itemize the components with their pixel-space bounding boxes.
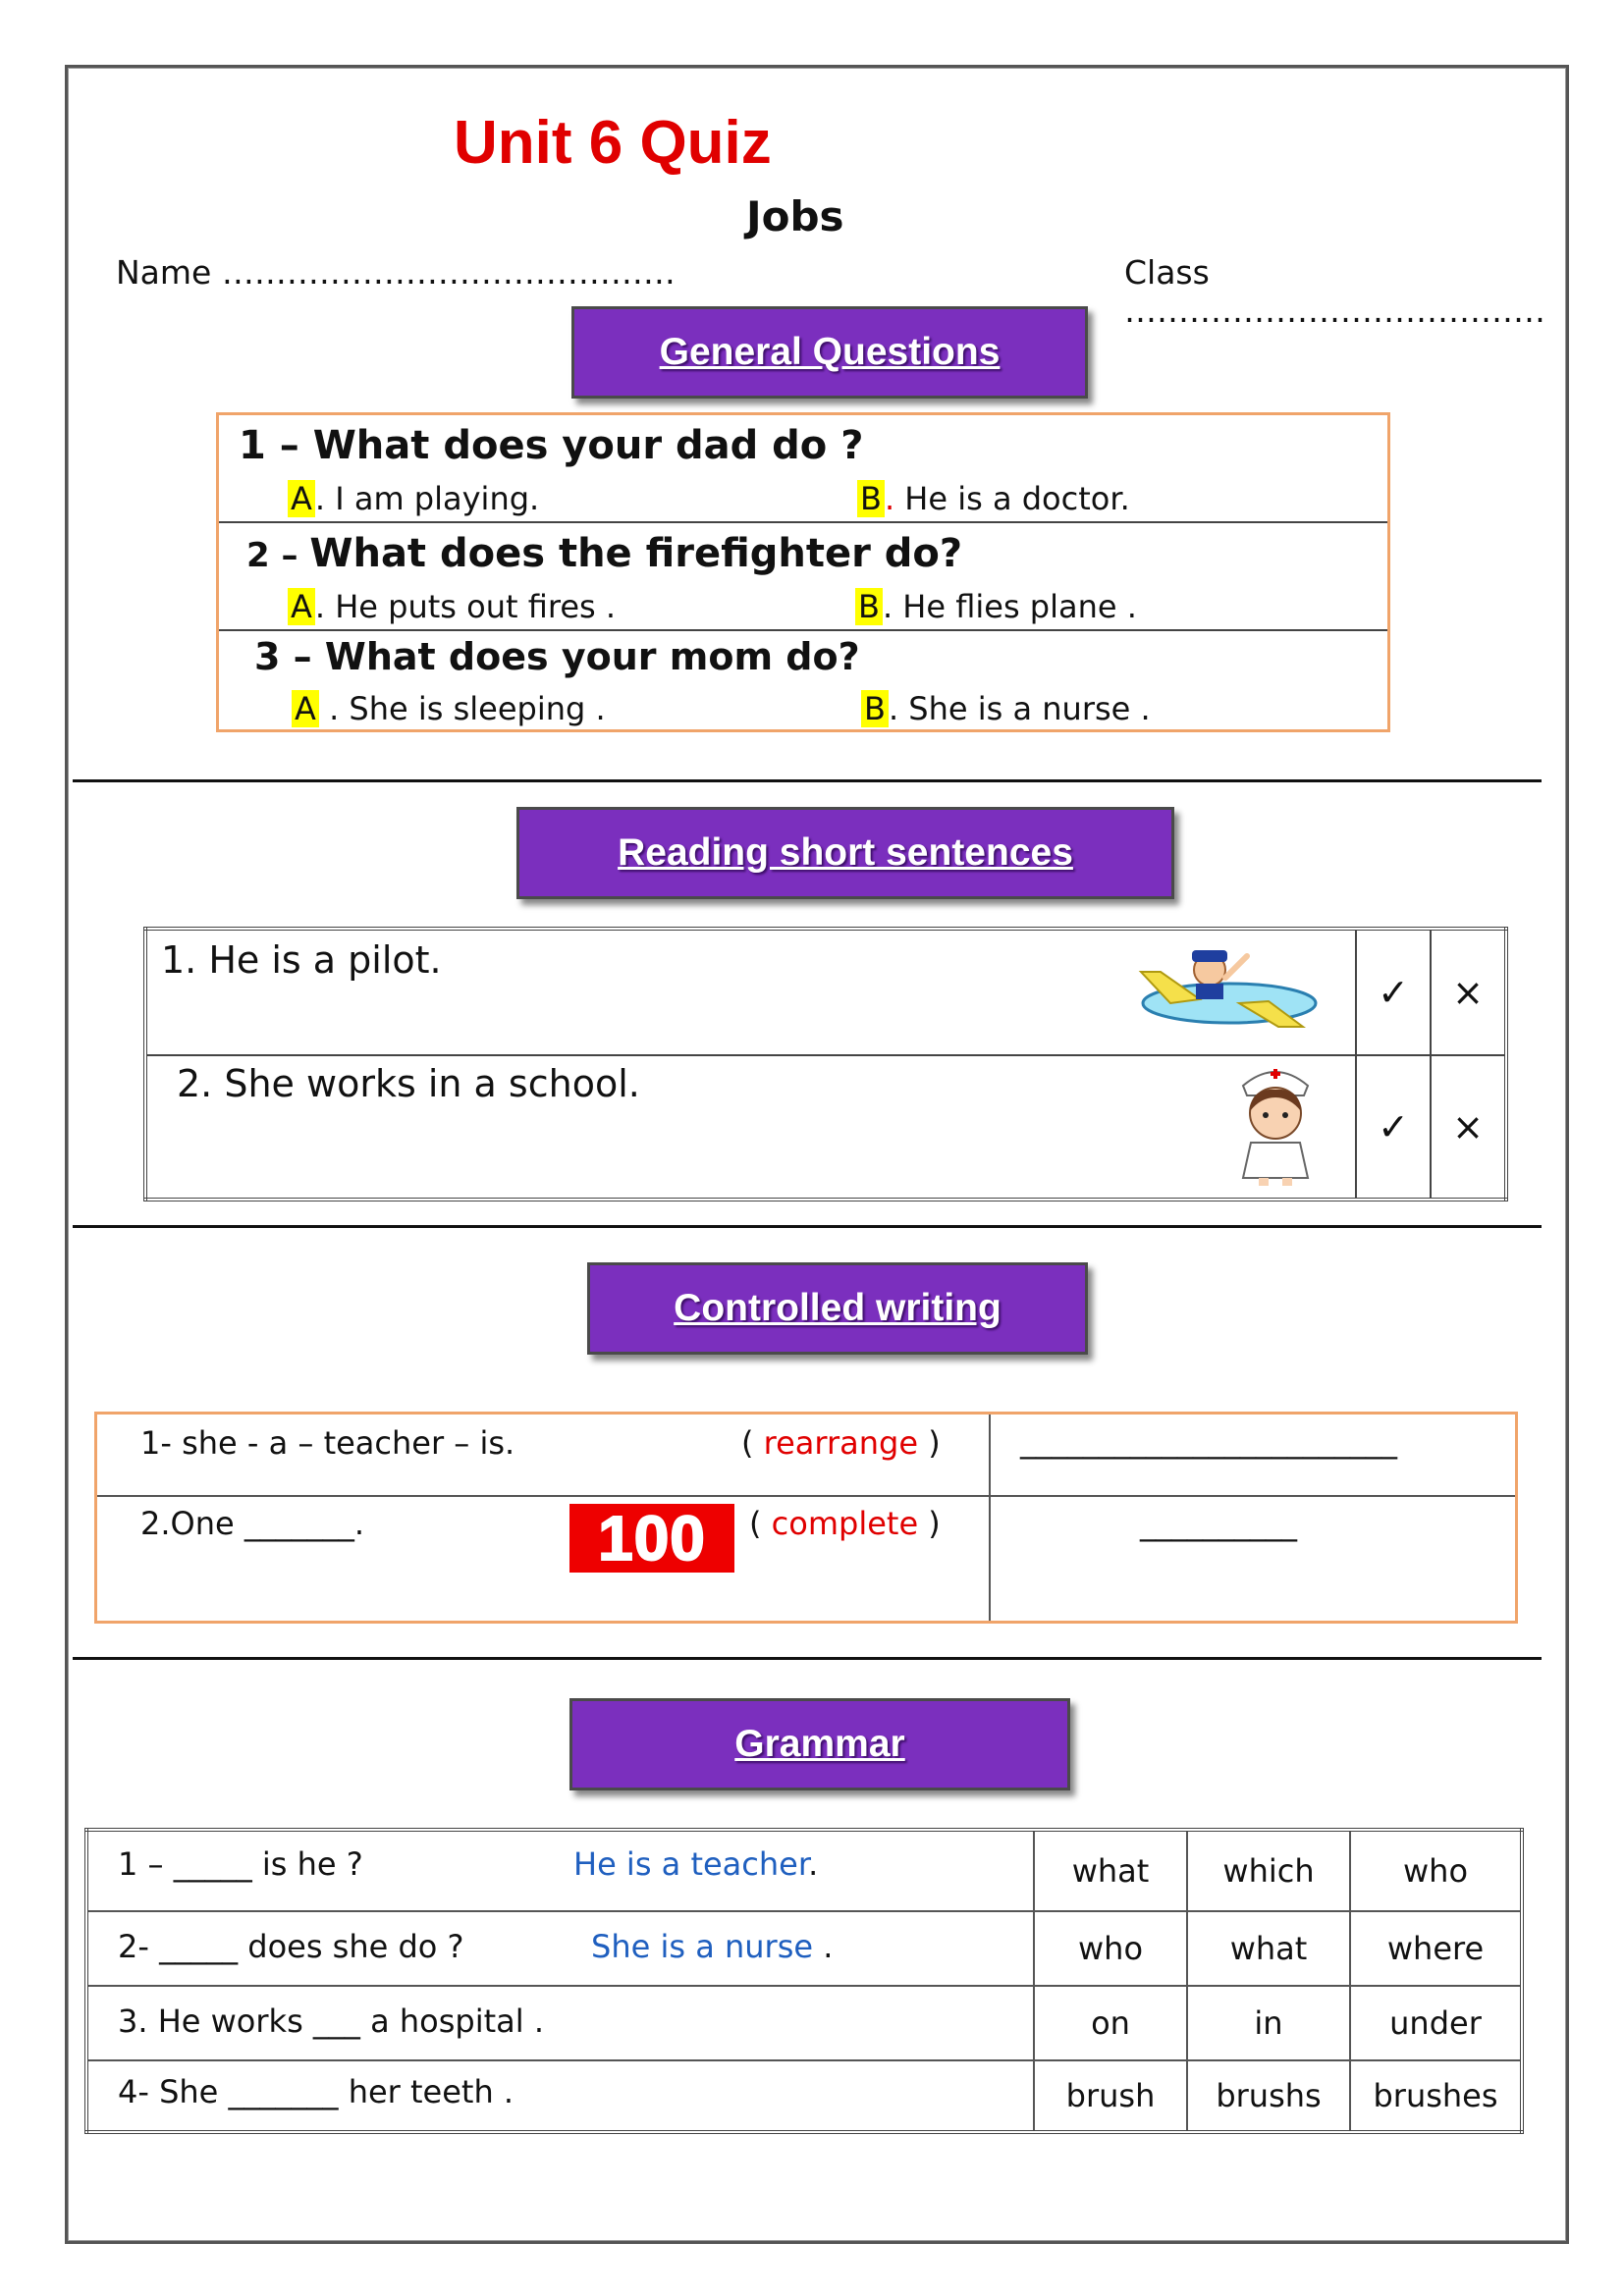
reading-sentence: 1. He is a pilot. xyxy=(161,938,442,982)
reading-table xyxy=(143,927,1508,1201)
writing-row xyxy=(96,1414,1517,1497)
check-mark-cell[interactable]: ✓ xyxy=(1356,929,1431,1055)
writing-instruction: ( rearrange ) xyxy=(741,1424,941,1462)
option-a[interactable]: A. I am playing. xyxy=(288,480,539,517)
option-letter: B xyxy=(855,588,883,625)
option-a[interactable]: A . She is sleeping . xyxy=(292,690,606,727)
question-text: 1 – What does your dad do ? xyxy=(239,423,864,468)
quiz-subtitle: Jobs xyxy=(746,192,844,240)
section-divider xyxy=(73,779,1542,782)
name-field[interactable]: Name …………………………………… xyxy=(116,253,676,292)
writing-prompt: 2.One _______. xyxy=(140,1505,365,1542)
reading-sentence: 2. She works in a school. xyxy=(177,1062,640,1105)
choice-cell[interactable]: who xyxy=(1034,1911,1187,1986)
banner-controlled-writing: Controlled writing xyxy=(587,1262,1088,1355)
cross-mark-cell[interactable]: × xyxy=(1431,929,1506,1055)
hundred-emoji-icon: 100 xyxy=(569,1504,734,1573)
choice-cell[interactable]: which xyxy=(1187,1830,1350,1911)
nurse-icon xyxy=(1221,1062,1329,1188)
choice-cell[interactable]: where xyxy=(1350,1911,1522,1986)
choice-cell[interactable]: what xyxy=(1034,1830,1187,1911)
answer-line[interactable]: __________ xyxy=(1140,1505,1297,1542)
question-row xyxy=(218,522,1389,630)
option-letter: B xyxy=(857,480,885,517)
option-letter: A xyxy=(288,588,315,625)
question-row xyxy=(218,630,1389,731)
section-divider xyxy=(73,1657,1542,1660)
grammar-hint: He is a teacher. xyxy=(573,1845,819,1883)
option-letter: B xyxy=(861,690,889,727)
banner-grammar: Grammar xyxy=(569,1698,1070,1790)
choice-cell[interactable]: who xyxy=(1350,1830,1522,1911)
choice-cell[interactable]: on xyxy=(1034,1986,1187,2060)
choice-cell[interactable]: under xyxy=(1350,1986,1522,2060)
option-b[interactable]: B. He is a doctor. xyxy=(857,480,1130,517)
cross-mark-cell[interactable]: × xyxy=(1431,1055,1506,1200)
grammar-row xyxy=(86,1830,1522,1911)
grammar-row xyxy=(86,2060,1522,2132)
question-text: 2 – What does the firefighter do? xyxy=(246,531,963,576)
writing-instruction: ( complete ) xyxy=(749,1505,941,1542)
quiz-title: Unit 6 Quiz xyxy=(454,109,772,177)
reading-row xyxy=(145,1055,1506,1200)
choice-cell[interactable]: brush xyxy=(1034,2060,1187,2132)
writing-prompt: 1- she - a – teacher – is. xyxy=(140,1424,515,1462)
general-questions-table xyxy=(216,412,1390,732)
banner-general-questions: General Questions xyxy=(571,306,1088,399)
option-letter: A xyxy=(292,690,319,727)
grammar-prompt: 1 – _____ is he ? xyxy=(118,1845,363,1883)
choice-cell[interactable]: in xyxy=(1187,1986,1350,2060)
reading-row xyxy=(145,929,1506,1055)
writing-row xyxy=(96,1496,1517,1623)
option-a[interactable]: A. He puts out fires . xyxy=(288,588,616,625)
banner-reading: Reading short sentences xyxy=(516,807,1174,899)
choice-cell[interactable]: brushs xyxy=(1187,2060,1350,2132)
choice-cell[interactable]: brushes xyxy=(1350,2060,1522,2132)
grammar-table xyxy=(84,1828,1524,2134)
choice-cell[interactable]: what xyxy=(1187,1911,1350,1986)
answer-line[interactable]: ________________________ xyxy=(1020,1422,1397,1460)
option-b[interactable]: B. He flies plane . xyxy=(855,588,1137,625)
question-row xyxy=(218,414,1389,523)
option-letter: A xyxy=(288,480,315,517)
option-b[interactable]: B. She is a nurse . xyxy=(861,690,1151,727)
section-divider xyxy=(73,1225,1542,1228)
class-field[interactable]: Class ………………………………… xyxy=(1124,253,1545,330)
grammar-hint: She is a nurse . xyxy=(591,1928,834,1965)
check-mark-cell[interactable]: ✓ xyxy=(1356,1055,1431,1200)
controlled-writing-table xyxy=(94,1412,1518,1624)
question-text: 3 – What does your mom do? xyxy=(254,635,860,678)
grammar-prompt: 2- _____ does she do ? xyxy=(118,1928,464,1965)
grammar-prompt: 3. He works ___ a hospital . xyxy=(118,2002,544,2040)
airplane-pilot-icon xyxy=(1131,942,1327,1037)
grammar-row xyxy=(86,1911,1522,1986)
grammar-prompt: 4- She _______ her teeth . xyxy=(118,2073,514,2110)
grammar-row xyxy=(86,1986,1522,2060)
